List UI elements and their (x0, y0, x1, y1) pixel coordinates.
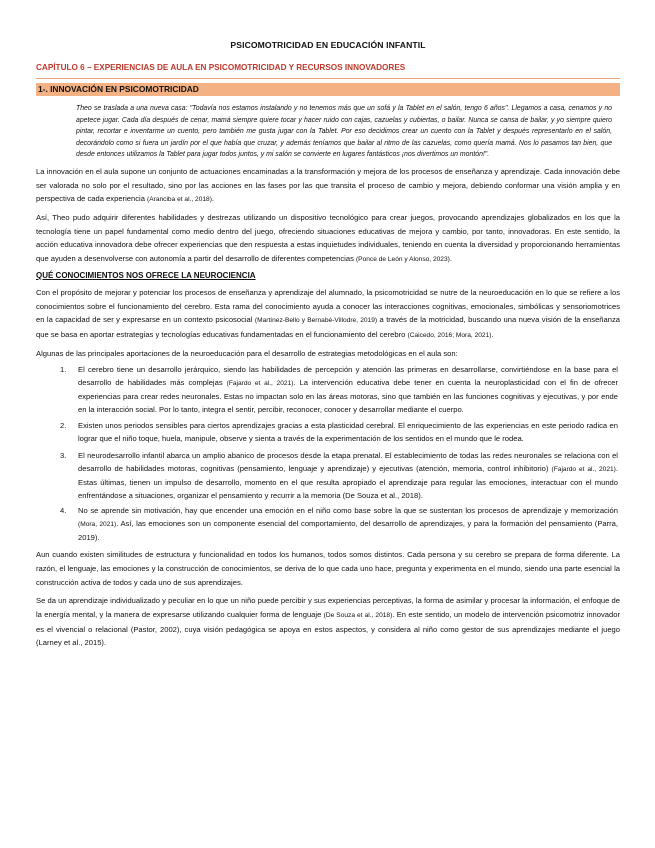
citation: (Fajardo et al., 2021) (226, 380, 294, 388)
list-item: 2. Existen unos periodos sensibles para ciertos aprendizajes gracias a esta plasticidad cerebral. El enriquecimiento de las experiencias en este periodo radica en lograr que el niño toque, huela, manipule, observe y sienta a través de la experimentación de los sentidos en el mundo que le rodea. (60, 421, 618, 443)
paragraph: Aun cuando existen similitudes de estructura y funcionalidad en todos los humanos, todos somos distintos. Cada persona y su cerebro se prepara de forma diferente. La razón, el lenguaje, las emociones y la construcción de conocimientos, se deriva de lo que cada uno hace, pregunta y experimenta en el mundo, siendo una parte esencial la construcción activa de todos y cada uno de sus aprendizajes. (36, 550, 620, 587)
citation: (Caicedo, 2016; Mora, 2021) (407, 332, 492, 339)
subheading-neuroscience: QUÉ CONOCIMIENTOS NOS OFRECE LA NEUROCIENCIA (36, 270, 256, 280)
numbered-list (36, 364, 620, 545)
document-title: PSICOMOTRICIDAD EN EDUCACIÓN INFANTIL (230, 40, 426, 50)
paragraph: La innovación en el aula supone un conjunto de actuaciones encaminadas a la transformación y mejora de los procesos de enseñanza y aprendizaje. Cada innovación debe ser valorada no solo por el resultado, sino por las acciones en las fases por las que transita el proceso de cambio y mejora, debiendo conformar una visión amplia y en perspectiva de cada experiencia (Aranciba et al., 2018). (36, 166, 620, 204)
chapter-heading: CAPÍTULO 6 – EXPERIENCIAS DE AULA EN PSICOMOTRICIDAD Y RECURSOS INNOVADORES (36, 63, 406, 72)
citation: (Aranciba et al., 2018) (147, 196, 212, 204)
paragraph: Algunas de las principales aportaciones de la neuroeducación para el desarrollo de estrategias metodológicas en el aula son: (36, 348, 458, 358)
citation: (Fajardo et al., 2021) (551, 465, 616, 473)
citation: (Mora, 2021) (78, 521, 117, 529)
citation: (Martínez-Bello y Bernabé-Villodre, 2019) (254, 317, 378, 325)
list-item: 4. No se aprende sin motivación, hay que encender una emoción en el niño como base sobre la que se sustentan los procesos de aprendizaje y memorización (Mora, 2021). Así, las emociones son un componente esencial del comportamiento, del desarrollo de aprendizajes, y para la formación del pensamiento (Parra, 2019). (60, 506, 618, 543)
paragraph: Así, Theo pudo adquirir diferentes habilidades y destrezas utilizando un dispositivo tecnológico para crear juegos, provocando aprendizajes globalizados en los que la tecnología tiene un papel fundamental como medio dentro del juego, ofreciendo situaciones educativas de mejora y cambio, por tanto, innovadoras. En este sentido, la acción educativa innovadora debe ofrecer experiencias que den respuesta a estas inquietudes individuales, teniendo en cuenta la diversidad y proporcionando herramientas que ayuden a desenvolverse con autonomía a partir del desarrollo de diferentes competencias (Ponce de León y Alonso, 2023). (36, 213, 620, 264)
citation: (Ponce de León y Alonso, 2023) (355, 256, 450, 264)
intro-quote: Theo se traslada a una nueva casa: "Todavía nos estamos instalando y no tenemos más que un sofá y la Tablet en el salón, tengo 6 años". Llegamos a casa, cenamos y no apetece jugar. Cada día después de cenar, mamá siempre quiere tocar y hacer ruido con cajas, cazuelas y cubiertas, o bailar. Nunca se cansa de bailar, y yo siempre quiero pintar, recortar e inventarme un cuento, pero también me gusta jugar con la Tablet. Por eso decidimos crear un cuento con la Tablet y después representarlo en el salón, decorándolo como si fuera un jardín por el que había que cruzar, y además teníamos que bailar al ritmo de las cazuelas, como quería mamá. Nos lo pasamos tan bien, que desde entonces utilizamos la Tablet para jugar todos juntos, y mi salón se convierte en lugares fantásticos ¡nos divertimos un montón!". (76, 105, 612, 159)
list-item: 1. El cerebro tiene un desarrollo jerárquico, siendo las habilidades de percepción y atención las primeras en desarrollarse, convirtiéndose en la base para el desarrollo de habilidades más complejas (Fajardo et al., 2021). La intervención educativa debe tener en cuenta la neuroplasticidad con el fin de ofrecer experiencias para crear redes neuronales. Estas no impactan solo en las áreas motoras, sino que también en las funciones cognitivas y ejecutivas, y por ende en la interacción social. Por lo tanto, integra el sentir, percibir, reconocer, conocer y desarrollar mediante el cuerpo. (60, 365, 619, 415)
citation: (De Souza et al., 2018) (323, 612, 393, 619)
list-item: 3. El neurodesarrollo infantil abarca un amplio abanico de procesos desde la etapa prenatal. El establecimiento de todas las redes neuronales se relaciona con el desarrollo de habilidades motoras, cognitivas (pensamiento, lenguaje y aprendizaje) y ejecutivas (atención, memoria, control inhibitorio) (Fajardo et al., 2021). Estas últimas, tienen un impulso de desarrollo, momento en el que resulta apropiado el aprendizaje para regular las emociones, interactuar con el mundo enfrentándose a situaciones, organizar el pensamiento y recurrir a la memoria (De Souza et al., 2018). (60, 450, 618, 500)
paragraph: Se da un aprendizaje individualizado y peculiar en lo que un niño puede percibir y sus experiencias perceptivas, la forma de asimilar y procesar la información, el enfoque de la energía mental, y la manera de expresarse utilizando cualquier forma de lenguaje (De Souza et al., 2018). En este sentido, un modelo de intervención psicomotriz innovador es el vivencial o relacional (Pastor, 2002), cuya visión pedagógica se apoya en estos aspectos, y considera al niño como gestor de sus aprendizajes mediante el juego (Larney et al., 2015). (36, 596, 620, 648)
section-heading: 1-. INNOVACIÓN EN PSICOMOTRICIDAD (36, 83, 620, 96)
document-page (36, 40, 620, 654)
chapter-divider (36, 78, 620, 79)
paragraph: Con el propósito de mejorar y potenciar los procesos de enseñanza y aprendizaje del alumnado, la psicomotricidad se nutre de la neuroeducación en lo que se refiere a los conocimientos sobre el funcionamiento del cerebro. Esta rama del conocimiento ayuda a conocer las interacciones cognitivas, emocionales, simbólicas y sensoriomotrices en la capacidad de ser y expresarse en un contexto psicosocial (Martínez-Bello y Bernabé-Villodre, 2019) a través de la motricidad, buscando una nueva visión de la enseñanza que se basa en aportar estrategias y tecnologías educativas fundamentadas en el funcionamiento del cerebro (Caicedo, 2016; Mora, 2021). (36, 287, 620, 339)
